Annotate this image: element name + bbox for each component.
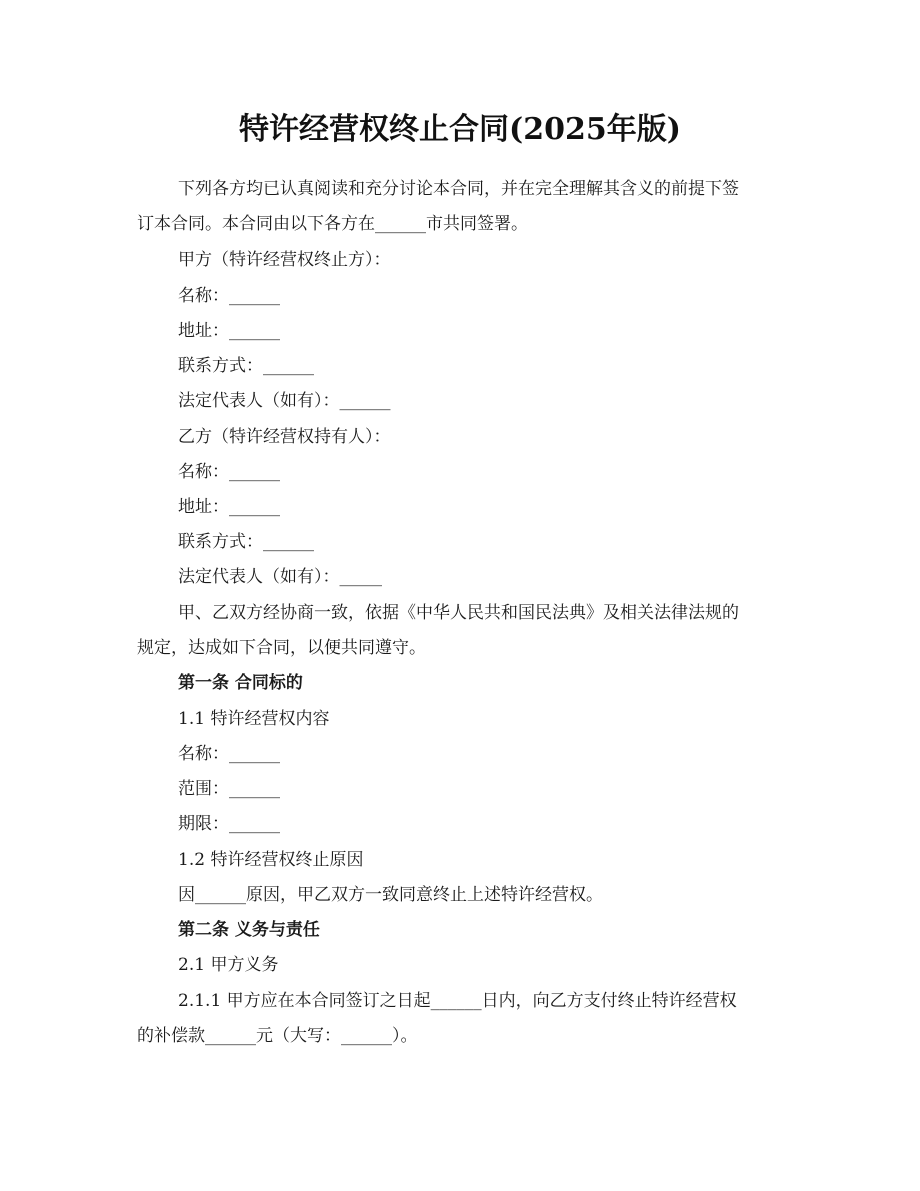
party-a-heading: 甲方（特许经营权终止方）： — [178, 250, 391, 270]
franchise-name: 名称：______ — [178, 744, 280, 764]
termination-reason: 因______原因，甲乙双方一致同意终止上述特许经营权。 — [178, 885, 603, 905]
party-a-contact: 联系方式：______ — [178, 356, 314, 376]
party-b-heading: 乙方（特许经营权持有人）： — [178, 427, 391, 447]
section-1-2-heading: 1.2 特许经营权终止原因 — [178, 850, 364, 870]
article-1-heading: 第一条 合同标的 — [178, 673, 303, 693]
party-a-name: 名称：______ — [178, 286, 280, 306]
party-b-address: 地址：______ — [178, 497, 280, 517]
section-2-1-heading: 2.1 甲方义务 — [178, 955, 279, 975]
party-b-legal-rep: 法定代表人（如有）：_____ — [178, 567, 382, 587]
document-title: 特许经营权终止合同(2025年版) — [239, 112, 681, 147]
article-2-heading: 第二条 义务与责任 — [178, 920, 320, 940]
intro-line-2: 订本合同。本合同由以下各方在______市共同签署。 — [137, 214, 528, 234]
section-2-1-1-line-1: 2.1.1 甲方应在本合同签订之日起______日内，向乙方支付终止特许经营权 — [178, 991, 737, 1011]
party-b-name: 名称：______ — [178, 462, 280, 482]
section-1-1-heading: 1.1 特许经营权内容 — [178, 709, 330, 729]
party-a-legal-rep: 法定代表人（如有）：______ — [178, 391, 391, 411]
franchise-term: 期限：______ — [178, 814, 280, 834]
section-2-1-1-line-2: 的补偿款______元（大写：______）。 — [137, 1026, 418, 1046]
party-b-contact: 联系方式：______ — [178, 532, 314, 552]
party-a-address: 地址：______ — [178, 321, 280, 341]
franchise-scope: 范围：______ — [178, 779, 280, 799]
agreement-line-1: 甲、乙双方经协商一致，依据《中华人民共和国民法典》及相关法律法规的 — [178, 603, 739, 623]
agreement-line-2: 规定，达成如下合同，以便共同遵守。 — [137, 638, 426, 658]
intro-line-1: 下列各方均已认真阅读和充分讨论本合同，并在完全理解其含义的前提下签 — [178, 179, 739, 199]
